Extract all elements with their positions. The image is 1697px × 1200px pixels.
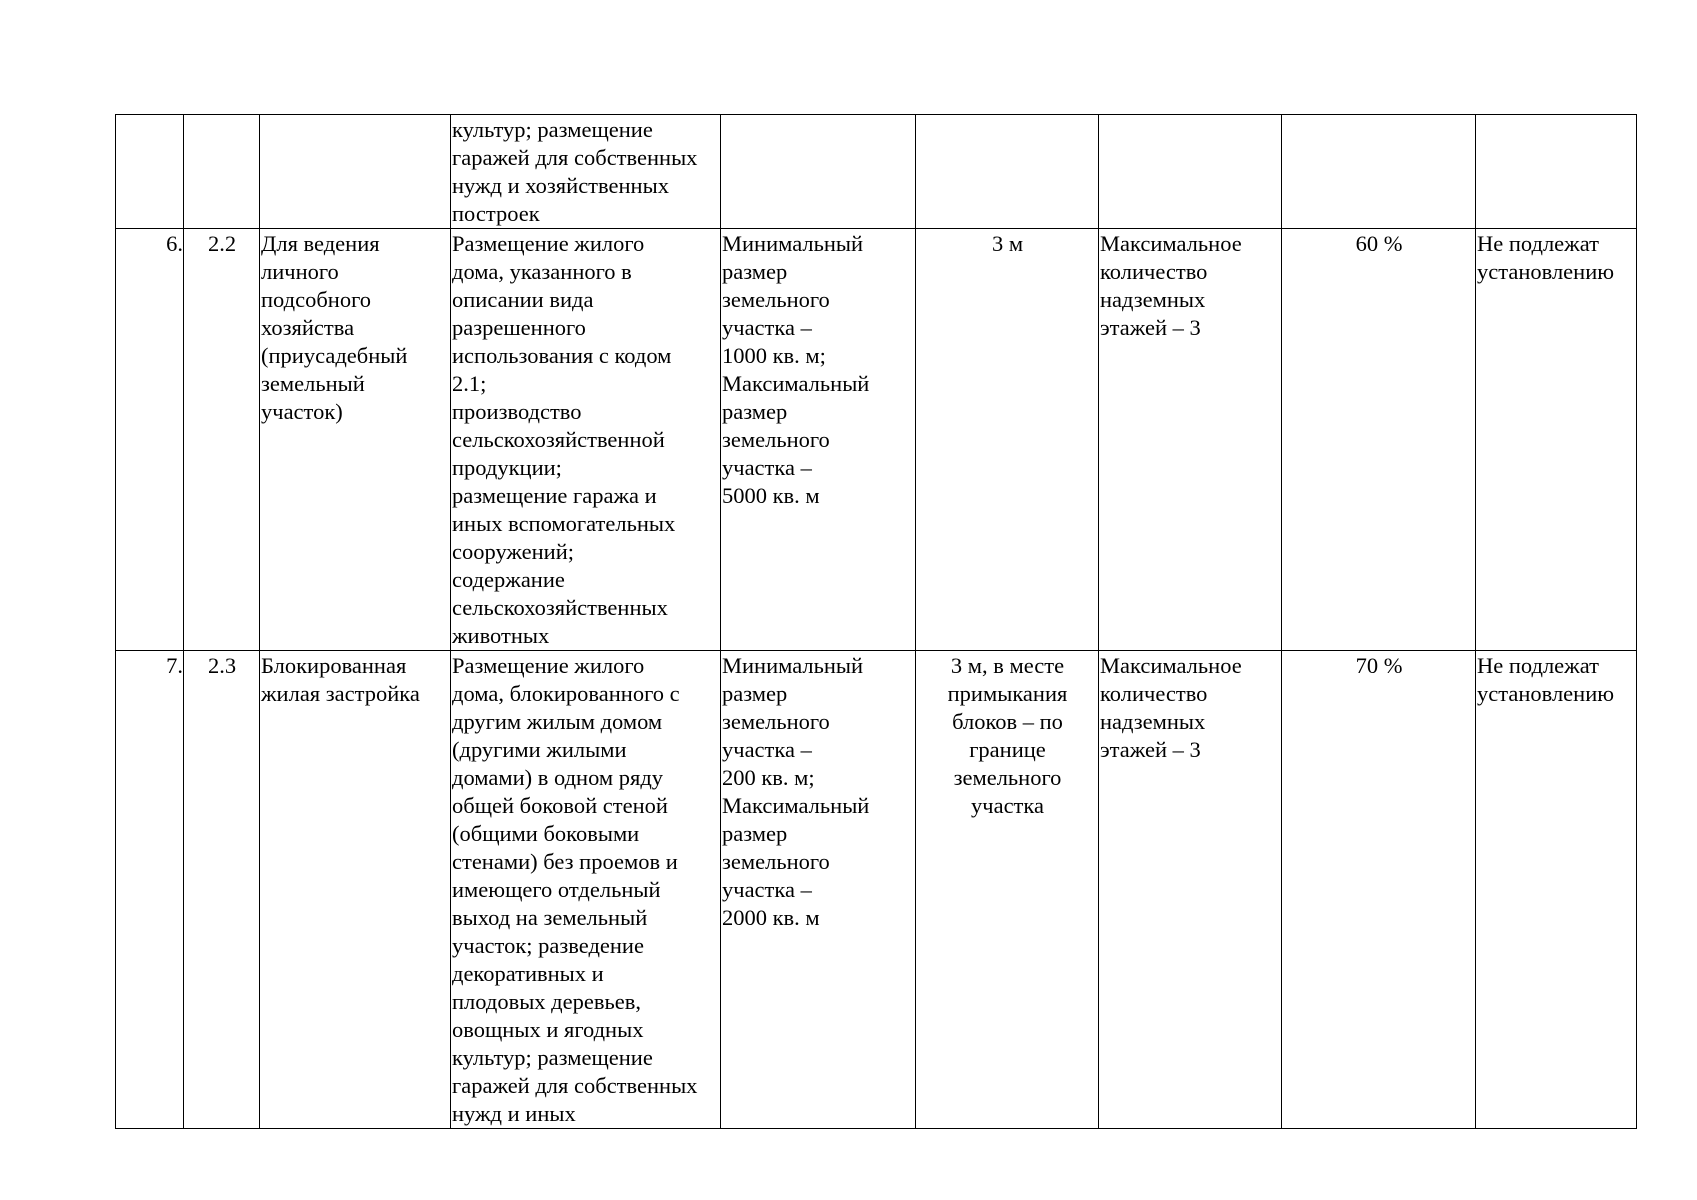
cell-text-line: размер xyxy=(722,399,788,424)
cell-text-lines xyxy=(722,230,915,510)
setback-cell xyxy=(916,229,1099,651)
cell-text-line: гаражей для собственных xyxy=(452,1073,698,1098)
cell-text-line: личного xyxy=(261,259,339,284)
cell-text-line: Не подлежат xyxy=(1477,653,1599,678)
cell-text-lines xyxy=(1477,230,1636,286)
table-row xyxy=(116,651,1637,1129)
floors-cell xyxy=(1099,115,1282,229)
use-code-cell xyxy=(184,115,260,229)
cell-text-line: содержание xyxy=(452,567,565,592)
cell-text-line: количество xyxy=(1100,259,1208,284)
use-description-cell xyxy=(451,229,721,651)
other-params-cell xyxy=(1476,229,1637,651)
cell-text-lines xyxy=(722,652,915,932)
cell-text-line: сельскохозяйственной xyxy=(452,427,665,452)
zoning-regulations-table xyxy=(115,114,1637,1129)
cell-text-line: надземных xyxy=(1100,287,1206,312)
use-name-cell xyxy=(260,115,451,229)
cell-text-line: 200 кв. м; xyxy=(722,765,815,790)
cell-text-line: участка – xyxy=(722,455,812,480)
cell-text-line: Минимальный xyxy=(722,231,864,256)
cell-text-line: участка – xyxy=(722,877,812,902)
cell-text-line: стенами) без проемов и xyxy=(452,849,678,874)
cell-text-line: общей боковой стеной xyxy=(452,793,668,818)
use-description-cell xyxy=(451,651,721,1129)
cell-text-line: блоков – по xyxy=(952,709,1063,734)
cell-text-line: культур; размещение xyxy=(452,1045,653,1070)
cell-text-line: участок; разведение xyxy=(452,933,644,958)
cell-text-line: 1000 кв. м; xyxy=(722,343,826,368)
cell-text-line: 5000 кв. м xyxy=(722,483,820,508)
cell-text-line: разрешенного xyxy=(452,315,586,340)
use-name-cell xyxy=(260,229,451,651)
cell-text-lines xyxy=(452,230,720,650)
cell-text-line: надземных xyxy=(1100,709,1206,734)
other-params-cell xyxy=(1476,115,1637,229)
cell-text-line: установлению xyxy=(1477,259,1615,284)
cell-text-line: гаражей для собственных xyxy=(452,145,698,170)
cell-text-line: описании вида xyxy=(452,287,594,312)
cell-text-line: животных xyxy=(452,623,550,648)
cell-text-line: Для ведения xyxy=(261,231,380,256)
use-code-cell: 2.2 xyxy=(184,229,260,651)
setback-cell xyxy=(916,115,1099,229)
cell-text-line: декоративных и xyxy=(452,961,604,986)
cell-text-line: культур; размещение xyxy=(452,117,653,142)
use-code-cell: 2.3 xyxy=(184,651,260,1129)
cell-text-line: земельного xyxy=(722,427,830,452)
cell-text-line: жилая застройка xyxy=(261,681,420,706)
row-number-cell: 6. xyxy=(116,229,184,651)
cell-text-line: имеющего отдельный xyxy=(452,877,661,902)
cell-text-line: примыкания xyxy=(947,681,1068,706)
cell-text-line: земельного xyxy=(722,849,830,874)
cell-text-line: Минимальный xyxy=(722,653,864,678)
cell-text-line: домами) в одном ряду xyxy=(452,765,664,790)
cell-text-lines xyxy=(452,116,720,228)
cell-text-line: производство xyxy=(452,399,582,424)
coverage-cell xyxy=(1282,115,1476,229)
cell-text-lines xyxy=(1477,652,1636,708)
cell-text-line: количество xyxy=(1100,681,1208,706)
row-number-cell: 7. xyxy=(116,651,184,1129)
cell-text-line: 3 м xyxy=(991,231,1024,256)
cell-text-line: земельного xyxy=(953,765,1062,790)
cell-text-line: Максимальный xyxy=(722,371,870,396)
cell-text-line: овощных и ягодных xyxy=(452,1017,644,1042)
other-params-cell xyxy=(1476,651,1637,1129)
cell-text-line: размещение гаража и xyxy=(452,483,657,508)
cell-text-line: Блокированная xyxy=(261,653,407,678)
cell-text-lines xyxy=(452,652,720,1128)
plot-size-cell xyxy=(721,229,916,651)
cell-text-line: использования с кодом xyxy=(452,343,672,368)
cell-text-line: размер xyxy=(722,259,788,284)
cell-text-line: построек xyxy=(452,201,540,226)
cell-text-line: 2.1; xyxy=(452,371,487,396)
cell-text-line: размер xyxy=(722,821,788,846)
cell-text-line: подсобного xyxy=(261,287,371,312)
cell-text-lines xyxy=(917,230,1098,258)
setback-cell xyxy=(916,651,1099,1129)
coverage-cell: 60 % xyxy=(1282,229,1476,651)
row-number-cell xyxy=(116,115,184,229)
cell-text-line: иных вспомогательных xyxy=(452,511,676,536)
cell-text-line: сооружений; xyxy=(452,539,575,564)
cell-text-line: земельного xyxy=(722,287,830,312)
cell-text-line: этажей – 3 xyxy=(1100,315,1201,340)
cell-text-line: этажей – 3 xyxy=(1100,737,1201,762)
floors-cell xyxy=(1099,651,1282,1129)
cell-text-lines xyxy=(1100,230,1281,342)
cell-text-line: Максимальное xyxy=(1100,653,1242,678)
cell-text-line: нужд и хозяйственных xyxy=(452,173,669,198)
cell-text-line: 3 м, в месте xyxy=(950,653,1065,678)
cell-text-line: размер xyxy=(722,681,788,706)
plot-size-cell xyxy=(721,115,916,229)
cell-text-line: участка – xyxy=(722,315,812,340)
cell-text-line: другим жилым домом xyxy=(452,709,663,734)
cell-text-lines xyxy=(917,652,1098,820)
cell-text-line: дома, блокированного с xyxy=(452,681,680,706)
cell-text-line: (общими боковыми xyxy=(452,821,640,846)
cell-text-line: (другими жилыми xyxy=(452,737,627,762)
cell-text-line: выход на земельный xyxy=(452,905,648,930)
cell-text-lines xyxy=(261,652,450,708)
cell-text-line: продукции; xyxy=(452,455,562,480)
cell-text-line: нужд и иных xyxy=(452,1101,576,1126)
cell-text-line: границе xyxy=(969,737,1046,762)
floors-cell xyxy=(1099,229,1282,651)
table-row xyxy=(116,229,1637,651)
cell-text-line: земельного xyxy=(722,709,830,734)
cell-text-line: установлению xyxy=(1477,681,1615,706)
cell-text-line: Размещение жилого xyxy=(452,653,645,678)
cell-text-lines xyxy=(1100,652,1281,764)
cell-text-line: Размещение жилого xyxy=(452,231,645,256)
cell-text-line: участка xyxy=(971,793,1044,818)
cell-text-line: (приусадебный xyxy=(261,343,408,368)
plot-size-cell xyxy=(721,651,916,1129)
cell-text-line: хозяйства xyxy=(261,315,355,340)
cell-text-line: плодовых деревьев, xyxy=(452,989,641,1014)
use-description-cell xyxy=(451,115,721,229)
cell-text-line: участка – xyxy=(722,737,812,762)
use-name-cell xyxy=(260,651,451,1129)
cell-text-line: сельскохозяйственных xyxy=(452,595,668,620)
cell-text-line: 2000 кв. м xyxy=(722,905,820,930)
cell-text-line: дома, указанного в xyxy=(452,259,632,284)
cell-text-line: Не подлежат xyxy=(1477,231,1599,256)
coverage-cell: 70 % xyxy=(1282,651,1476,1129)
cell-text-lines xyxy=(261,230,450,426)
cell-text-line: Максимальное xyxy=(1100,231,1242,256)
cell-text-line: земельный xyxy=(261,371,365,396)
cell-text-line: участок) xyxy=(261,399,343,424)
cell-text-line: Максимальный xyxy=(722,793,870,818)
table-row xyxy=(116,115,1637,229)
